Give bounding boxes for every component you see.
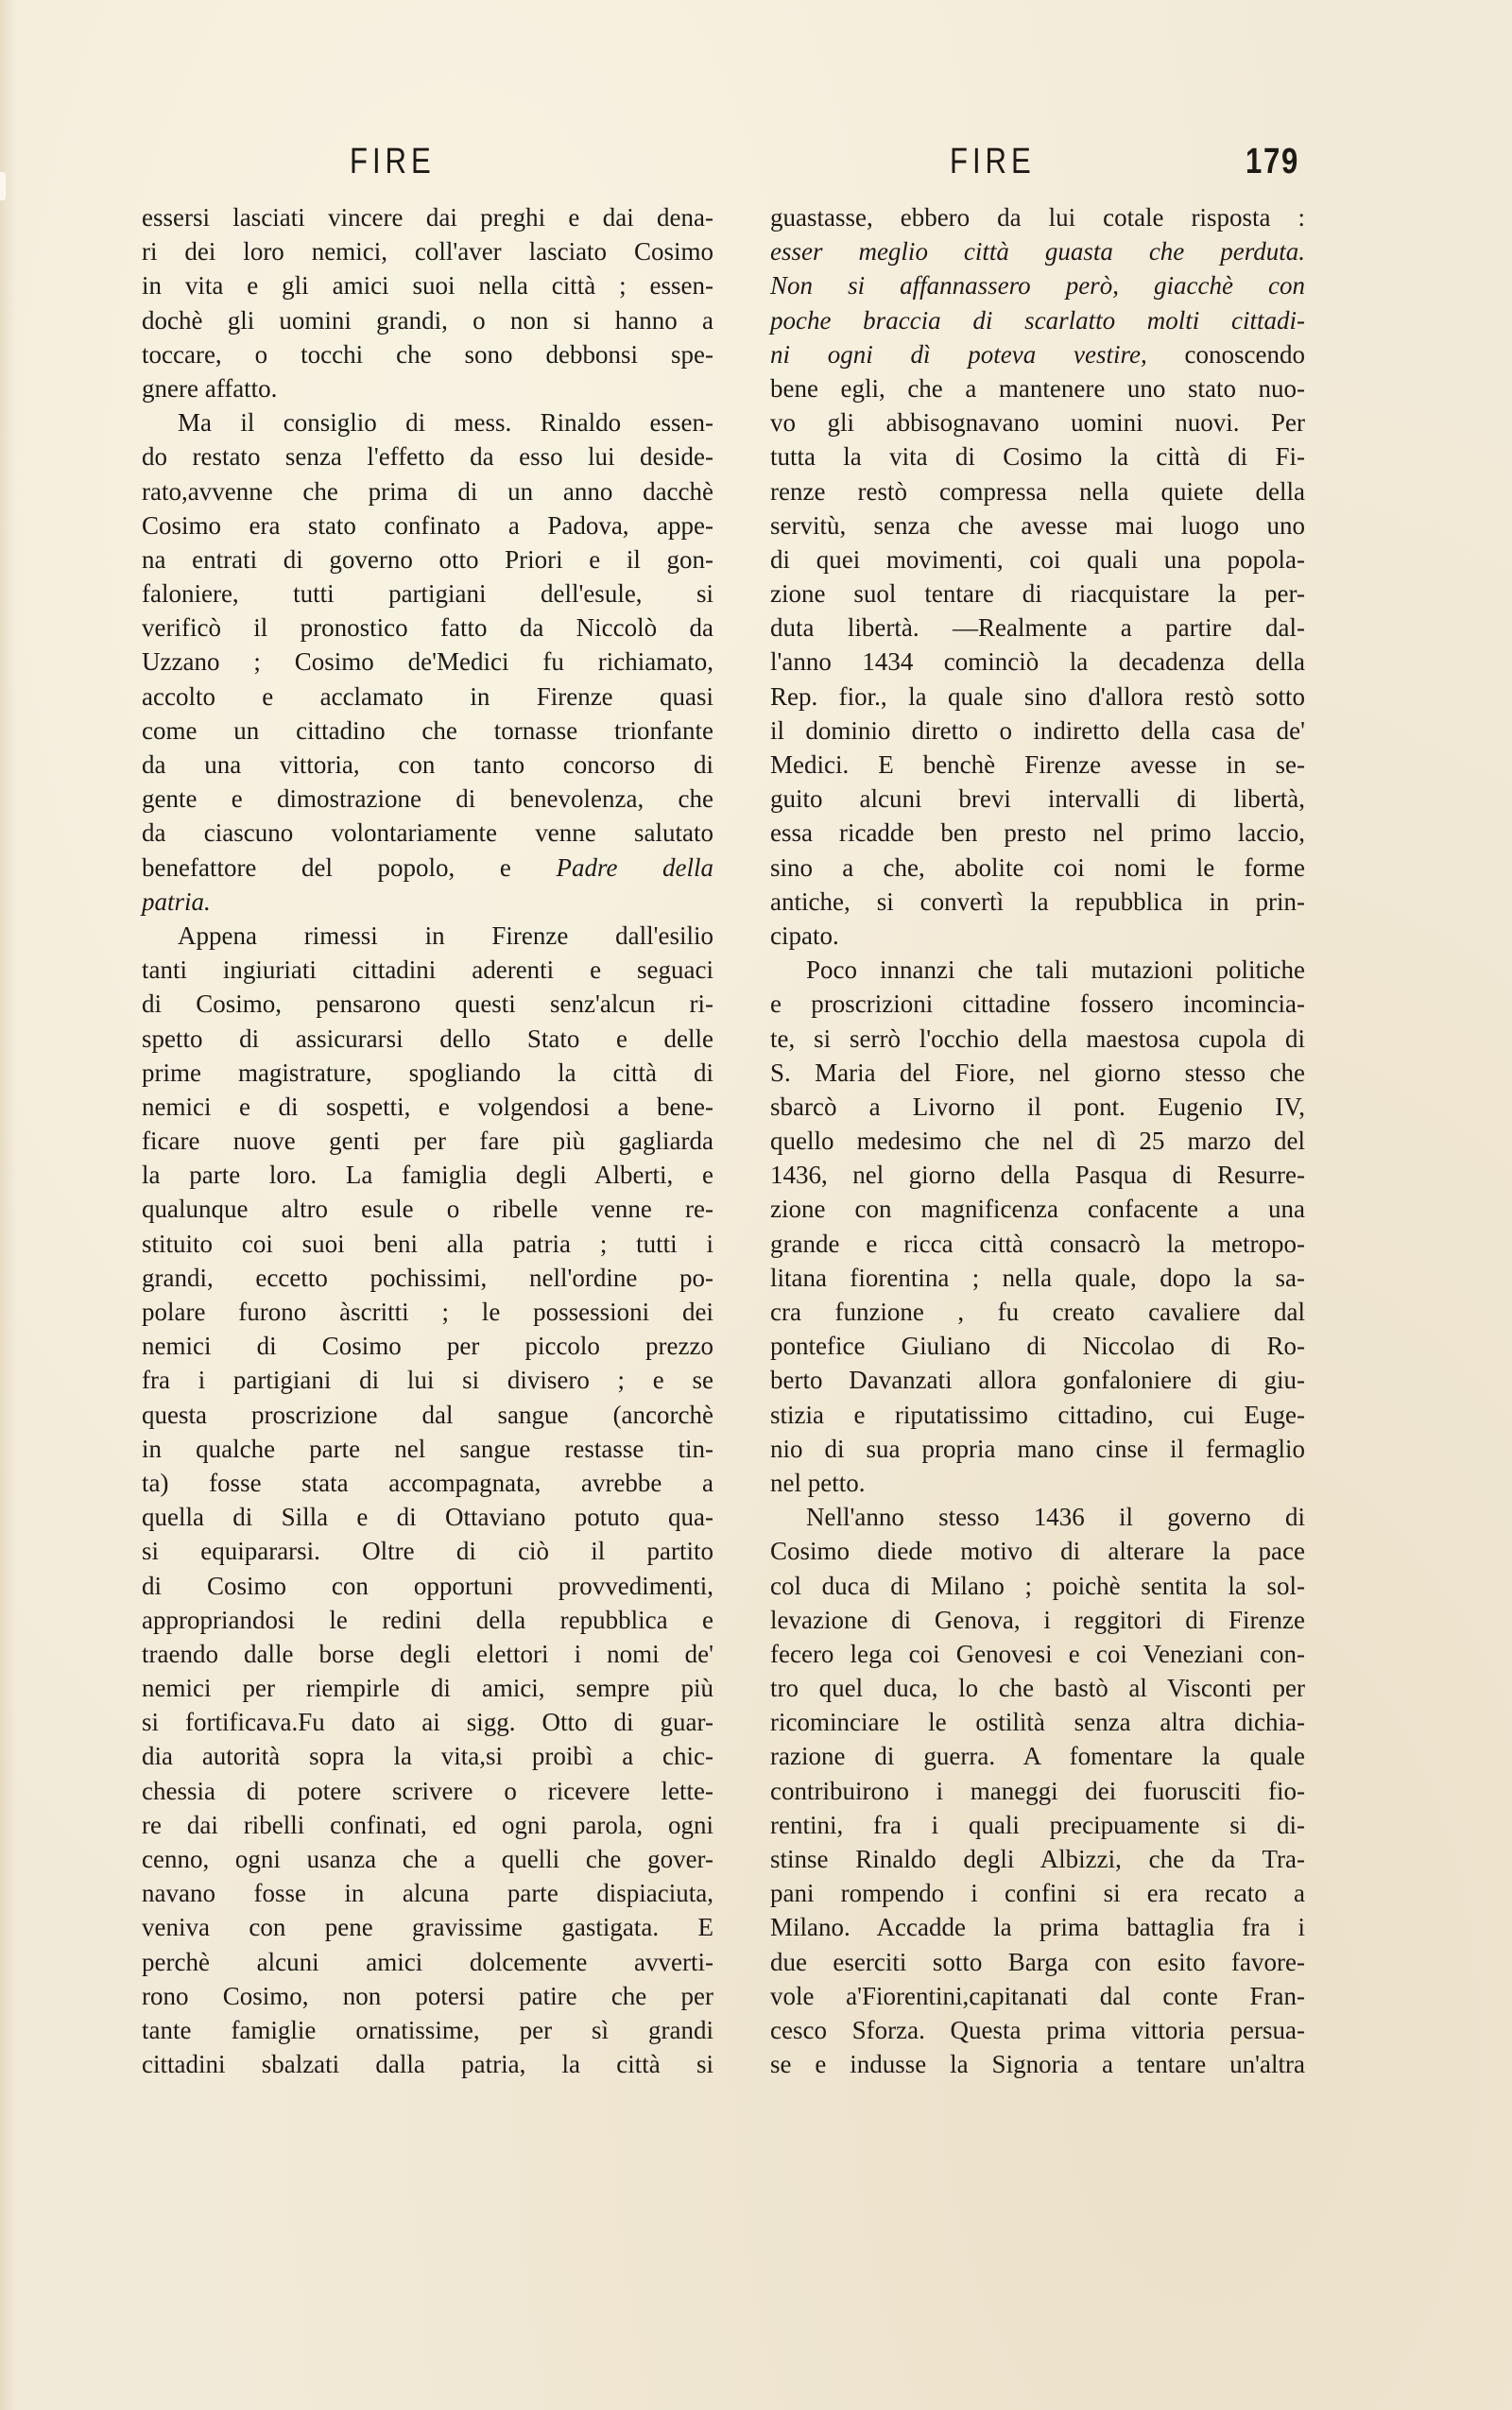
text-line: [770, 405, 1305, 439]
line-text: quello medesimo che nel dì 25 marzo del: [770, 1127, 1305, 1156]
text-line: [770, 1329, 1305, 1363]
text-line: [770, 1398, 1305, 1432]
text-line: [142, 337, 713, 371]
line-text: Cosimo diede motivo di alterare la pace: [770, 1537, 1305, 1566]
line-text: sino a che, abolite coi nomi le forme: [770, 852, 1305, 882]
text-line: [770, 1466, 1305, 1500]
text-line: [770, 337, 1305, 371]
line-text: essa ricadde ben presto nel primo laccio,: [770, 818, 1305, 848]
text-line: [770, 2013, 1305, 2047]
text-line: [770, 1158, 1305, 1192]
text-line: [142, 1022, 713, 1056]
text-line: [142, 1192, 713, 1226]
line-text: grandi, eccetto pochissimi, nell'ordine po-: [142, 1263, 713, 1292]
line-text: di quei movimenti, coi quali una popola-: [770, 544, 1305, 574]
text-line: [770, 1637, 1305, 1671]
line-text: zione suol tentare di riacquistare la per-: [770, 579, 1305, 609]
line-text: il dominio diretto o indiretto della casa de': [770, 715, 1305, 745]
line-text: veniva con pene gravissime gastigata. E: [142, 1913, 713, 1942]
line-text: se e indusse la Signoria a tentare un'altra: [770, 2050, 1305, 2079]
line-text: na entrati di governo otto Priori e il gon-: [142, 544, 713, 574]
line-text: traendo dalle borse degli elettori i nomi de': [142, 1639, 713, 1668]
text-line: [770, 1671, 1305, 1705]
line-text: pani rompendo i confini si era recato a: [770, 1879, 1305, 1908]
line-text: e proscrizioni cittadine fossero incomincia-: [770, 990, 1305, 1019]
line-text: te, si serrò l'occhio della maestosa cupola di: [770, 1024, 1305, 1053]
line-text: ri dei loro nemici, coll'aver lasciato Cosimo: [142, 237, 713, 267]
text-line: [142, 714, 713, 748]
line-text: due eserciti sotto Barga con esito favore-: [770, 1947, 1305, 1976]
text-line: [770, 680, 1305, 714]
text-line: [142, 1774, 713, 1808]
text-line: [142, 1842, 713, 1876]
text-line: [770, 1227, 1305, 1261]
text-line: [770, 1945, 1305, 1979]
text-line: [142, 1363, 713, 1397]
line-text: prime magistrature, spogliando la città di: [142, 1058, 713, 1087]
italic-text: esser meglio città guasta che perduta.: [770, 237, 1305, 267]
line-text: cenno, ogni usanza che a quelli che gover-: [142, 1845, 713, 1873]
page-gutter-shadow: [0, 0, 17, 2410]
text-line: [770, 371, 1305, 405]
line-text: Nell'anno stesso 1436 il governo di: [806, 1503, 1305, 1532]
text-line: [770, 885, 1305, 919]
line-text: benefattore del popolo, e: [142, 852, 557, 882]
line-text: vo gli abbisognavano uomini nuovi. Per: [770, 408, 1305, 438]
line-text: cesco Sforza. Questa prima vittoria persua-: [770, 2015, 1305, 2044]
line-text: re dai ribelli confinati, ed ogni parola, ogni: [142, 1810, 713, 1839]
text-line: [142, 611, 713, 645]
line-text: tro quel duca, lo che bastò al Visconti per: [770, 1674, 1305, 1703]
text-line: [142, 474, 713, 508]
text-line: [770, 439, 1305, 473]
line-text: fecero lega coi Genovesi e coi Veneziani con-: [770, 1639, 1305, 1668]
text-line: [770, 1432, 1305, 1466]
text-line: [142, 268, 713, 302]
text-line: [770, 474, 1305, 508]
text-line: [770, 851, 1305, 885]
line-text: si equipararsi. Oltre di ciò il partito: [142, 1537, 713, 1566]
line-text: quella di Silla e di Ottaviano potuto qua-: [142, 1503, 713, 1532]
line-text: accolto e acclamato in Firenze quasi: [142, 681, 713, 711]
line-text: rentini, fra i quali precipuamente si di-: [770, 1810, 1305, 1839]
text-line: [142, 371, 713, 405]
line-text: guito alcuni brevi intervalli di libertà,: [770, 784, 1305, 814]
text-line: [770, 200, 1305, 234]
line-text: dia autorità sopra la vita,si proibì a chic-: [142, 1742, 713, 1771]
line-text: bene egli, che a mantenere uno stato nuo-: [770, 373, 1305, 403]
text-line: [142, 748, 713, 782]
text-line: [770, 748, 1305, 782]
line-text: cittadini sbalzati dalla patria, la città si: [142, 2050, 713, 2079]
line-text: Appena rimessi in Firenze dall'esilio: [178, 921, 713, 950]
text-line: [142, 1466, 713, 1500]
page-number: 179: [1246, 142, 1299, 181]
text-line: [142, 1090, 713, 1124]
text-line: [142, 1534, 713, 1568]
text-line: [770, 1842, 1305, 1876]
text-line: [142, 542, 713, 577]
line-text: polare furono àscritti ; le possessioni dei: [142, 1298, 713, 1326]
text-line: [142, 303, 713, 337]
line-text: tante famiglie ornatissime, per sì grandi: [142, 2015, 713, 2044]
text-line: [142, 2047, 713, 2081]
italic-text: ni ogni dì poteva vestire,: [770, 339, 1147, 369]
line-text: navano fosse in alcuna parte dispiaciuta,: [142, 1879, 713, 1908]
text-line: [142, 1569, 713, 1603]
line-text: faloniere, tutti partigiani dell'esule, si: [142, 579, 713, 609]
line-text: berto Davanzati allora gonfaloniere di giu-: [770, 1366, 1305, 1395]
line-text: stituito coi suoi beni alla patria ; tutti i: [142, 1229, 713, 1258]
line-text: renze restò compressa nella quiete della: [770, 476, 1305, 506]
line-text: Rep. fior., la quale sino d'allora restò sotto: [770, 681, 1305, 711]
text-line: [770, 1739, 1305, 1773]
text-line: [142, 577, 713, 611]
line-text: da una vittoria, con tanto concorso di: [142, 750, 713, 779]
line-text: la parte loro. La famiglia degli Alberti, e: [142, 1161, 713, 1190]
text-line: [142, 234, 713, 268]
line-text: dochè gli uomini grandi, o non si hanno a: [142, 305, 713, 335]
text-line: [142, 953, 713, 987]
line-text: rono Cosimo, non potersi patire che per: [142, 1981, 713, 2010]
line-text: levazione di Genova, i reggitori di Firenze: [770, 1605, 1305, 1634]
line-text: in vita e gli amici suoi nella città ; essen-: [142, 271, 713, 301]
text-line: [142, 885, 713, 919]
text-line: [142, 1124, 713, 1158]
text-line: [770, 1363, 1305, 1397]
line-text: fra i partigiani di lui si divisero ; e se: [142, 1366, 713, 1395]
text-line: [770, 303, 1305, 337]
text-line: [142, 851, 713, 885]
text-line: [142, 1876, 713, 1910]
line-text: vole a'Fiorentini,capitanati dal conte Fran-: [770, 1981, 1305, 2010]
line-text: pontefice Giuliano di Niccolao di Ro-: [770, 1332, 1305, 1361]
line-text: stizia e riputatissimo cittadino, cui Euge-: [770, 1400, 1305, 1429]
text-line: [770, 1876, 1305, 1910]
line-text: gente e dimostrazione di benevolenza, che: [142, 784, 713, 814]
line-text: zione con magnificenza confacente a una: [770, 1195, 1305, 1224]
line-text: 1436, nel giorno della Pasqua di Resurre-: [770, 1161, 1305, 1190]
line-text: l'anno 1434 cominciò la decadenza della: [770, 647, 1305, 677]
text-line: [142, 645, 713, 679]
text-line: [770, 1090, 1305, 1124]
text-line: [770, 268, 1305, 302]
line-text: di Cosimo, pensarono questi senz'alcun ri-: [142, 990, 713, 1019]
text-line: [142, 1158, 713, 1192]
line-text: chessia di potere scrivere o ricevere lette-: [142, 1776, 713, 1805]
text-line: [770, 987, 1305, 1021]
text-line: [770, 919, 1305, 953]
text-line: [770, 508, 1305, 542]
text-line: [142, 1603, 713, 1637]
line-text: in qualche parte nel sangue restasse tin-: [142, 1434, 713, 1463]
text-line: [142, 987, 713, 1021]
text-line: [770, 1295, 1305, 1329]
text-line: [770, 577, 1305, 611]
line-text: S. Maria del Fiore, nel giorno stesso che: [770, 1058, 1305, 1087]
text-line: [142, 1705, 713, 1739]
line-text: questa proscrizione dal sangue (ancorchè: [142, 1400, 713, 1429]
text-line: [770, 1192, 1305, 1226]
text-line: [770, 1534, 1305, 1568]
text-line: [142, 1945, 713, 1979]
line-text: litana fiorentina ; nella quale, dopo la sa-: [770, 1263, 1305, 1292]
text-line: [142, 1227, 713, 1261]
line-text: toccare, o tocchi che sono debbonsi spe-: [142, 339, 713, 369]
text-column-left: [142, 200, 713, 2081]
line-text: Uzzano ; Cosimo de'Medici fu richiamato,: [142, 647, 713, 677]
line-text: si fortificava.Fu dato ai sigg. Otto di guar-: [142, 1708, 713, 1737]
text-line: [770, 611, 1305, 645]
line-text: razione di guerra. A fomentare la quale: [770, 1742, 1305, 1771]
line-text: duta libertà. —Realmente a partire dal-: [770, 613, 1305, 643]
text-line: [770, 1261, 1305, 1295]
text-line: [142, 1329, 713, 1363]
line-text: nemici e di sospetti, e volgendosi a bene-: [142, 1092, 713, 1121]
text-column-right: [770, 200, 1305, 2081]
text-line: [142, 919, 713, 953]
text-line: [770, 645, 1305, 679]
text-line: [142, 508, 713, 542]
text-line: [770, 782, 1305, 816]
running-head-right: FIRE: [950, 142, 1036, 181]
italic-text: Padre della: [556, 852, 713, 882]
text-line: [770, 1603, 1305, 1637]
text-line: [770, 1056, 1305, 1090]
text-line: [142, 1261, 713, 1295]
line-text: tutta la vita di Cosimo la città di Fi-: [770, 442, 1305, 472]
text-line: [142, 1295, 713, 1329]
text-line: [142, 1808, 713, 1842]
line-text: sbarcò a Livorno il pont. Eugenio IV,: [770, 1092, 1305, 1121]
line-text: ricominciare le ostilità senza altra dichia-: [770, 1708, 1305, 1737]
text-line: [770, 1808, 1305, 1842]
line-text: guastasse, ebbero da lui cotale risposta :: [770, 203, 1305, 232]
line-text: qualunque altro esule o ribelle venne re-: [142, 1195, 713, 1224]
line-text: Medici. E benchè Firenze avesse in se-: [770, 750, 1305, 779]
line-text: tanti ingiuriati cittadini aderenti e seguaci: [142, 955, 713, 985]
line-text: contribuirono i maneggi dei fuorusciti fio-: [770, 1776, 1305, 1805]
italic-text: Non si affannassero però, giacchè con: [770, 271, 1305, 301]
text-line: [142, 405, 713, 439]
line-text: col duca di Milano ; poichè sentita la sol-: [770, 1571, 1305, 1600]
line-text: nio di sua propria mano cinse il fermaglio: [770, 1434, 1305, 1463]
text-line: [770, 714, 1305, 748]
text-line: [142, 816, 713, 850]
line-text: perchè alcuni amici dolcemente avverti-: [142, 1947, 713, 1976]
line-text: verificò il pronostico fatto da Niccolò da: [142, 613, 713, 643]
line-text-tail: conoscendo: [1146, 339, 1305, 369]
text-line: [770, 542, 1305, 577]
text-line: [770, 1124, 1305, 1158]
page-edge-tab: [0, 172, 6, 200]
line-text: ficare nuove genti per fare più gagliarda: [142, 1127, 713, 1156]
line-text: di Cosimo con opportuni provvedimenti,: [142, 1571, 713, 1600]
line-text: come un cittadino che tornasse trionfante: [142, 715, 713, 745]
text-line: [142, 1910, 713, 1944]
text-line: [142, 680, 713, 714]
text-line: [142, 1056, 713, 1090]
text-line: [142, 782, 713, 816]
line-text: da ciascuno volontariamente venne salutato: [142, 818, 713, 848]
text-line: [142, 1979, 713, 2013]
line-text: antiche, si convertì la repubblica in prin-: [770, 887, 1305, 916]
text-line: [770, 1705, 1305, 1739]
line-text: nemici di Cosimo per piccolo prezzo: [142, 1332, 713, 1361]
running-head-left: FIRE: [350, 142, 436, 181]
line-text: nemici per riempirle di amici, sempre più: [142, 1674, 713, 1703]
line-text: servitù, senza che avesse mai luogo uno: [770, 510, 1305, 540]
text-line: [142, 1671, 713, 1705]
text-line: [770, 1910, 1305, 1944]
text-line: [770, 1500, 1305, 1534]
text-line: [770, 2047, 1305, 2081]
text-line: [770, 1569, 1305, 1603]
line-text: ta) fosse stata accompagnata, avrebbe a: [142, 1468, 713, 1497]
line-text: gnere affatto.: [142, 373, 278, 403]
text-line: [142, 439, 713, 473]
text-line: [142, 1398, 713, 1432]
line-text: Cosimo era stato confinato a Padova, appe-: [142, 510, 713, 540]
line-text: cra funzione , fu creato cavaliere dal: [770, 1298, 1305, 1326]
italic-text: patria.: [142, 887, 211, 916]
line-text: spetto di assicurarsi dello Stato e delle: [142, 1024, 713, 1053]
line-text: essersi lasciati vincere dai preghi e dai dena-: [142, 203, 713, 232]
text-line: [142, 200, 713, 234]
line-text: Poco innanzi che tali mutazioni politiche: [806, 955, 1305, 985]
text-line: [142, 1637, 713, 1671]
line-text: grande e ricca città consacrò la metropo-: [770, 1229, 1305, 1258]
text-line: [770, 1774, 1305, 1808]
text-line: [142, 1500, 713, 1534]
italic-text: poche braccia di scarlatto molti cittadi-: [770, 305, 1305, 335]
text-line: [142, 1432, 713, 1466]
line-text: Milano. Accadde la prima battaglia fra i: [770, 1913, 1305, 1942]
line-text: rato,avvenne che prima di un anno dacchè: [142, 476, 713, 506]
text-line: [770, 234, 1305, 268]
line-text: cipato.: [770, 921, 839, 950]
text-line: [142, 1739, 713, 1773]
line-text: stinse Rinaldo degli Albizzi, che da Tra-: [770, 1845, 1305, 1873]
line-text: appropriandosi le redini della repubblica e: [142, 1605, 713, 1634]
text-line: [142, 2013, 713, 2047]
text-line: [770, 1979, 1305, 2013]
line-text: do restato senza l'effetto da esso lui deside-: [142, 442, 713, 472]
text-line: [770, 816, 1305, 850]
line-text: Ma il consiglio di mess. Rinaldo essen-: [178, 408, 713, 438]
line-text: nel petto.: [770, 1468, 866, 1497]
text-line: [770, 1022, 1305, 1056]
text-line: [770, 953, 1305, 987]
